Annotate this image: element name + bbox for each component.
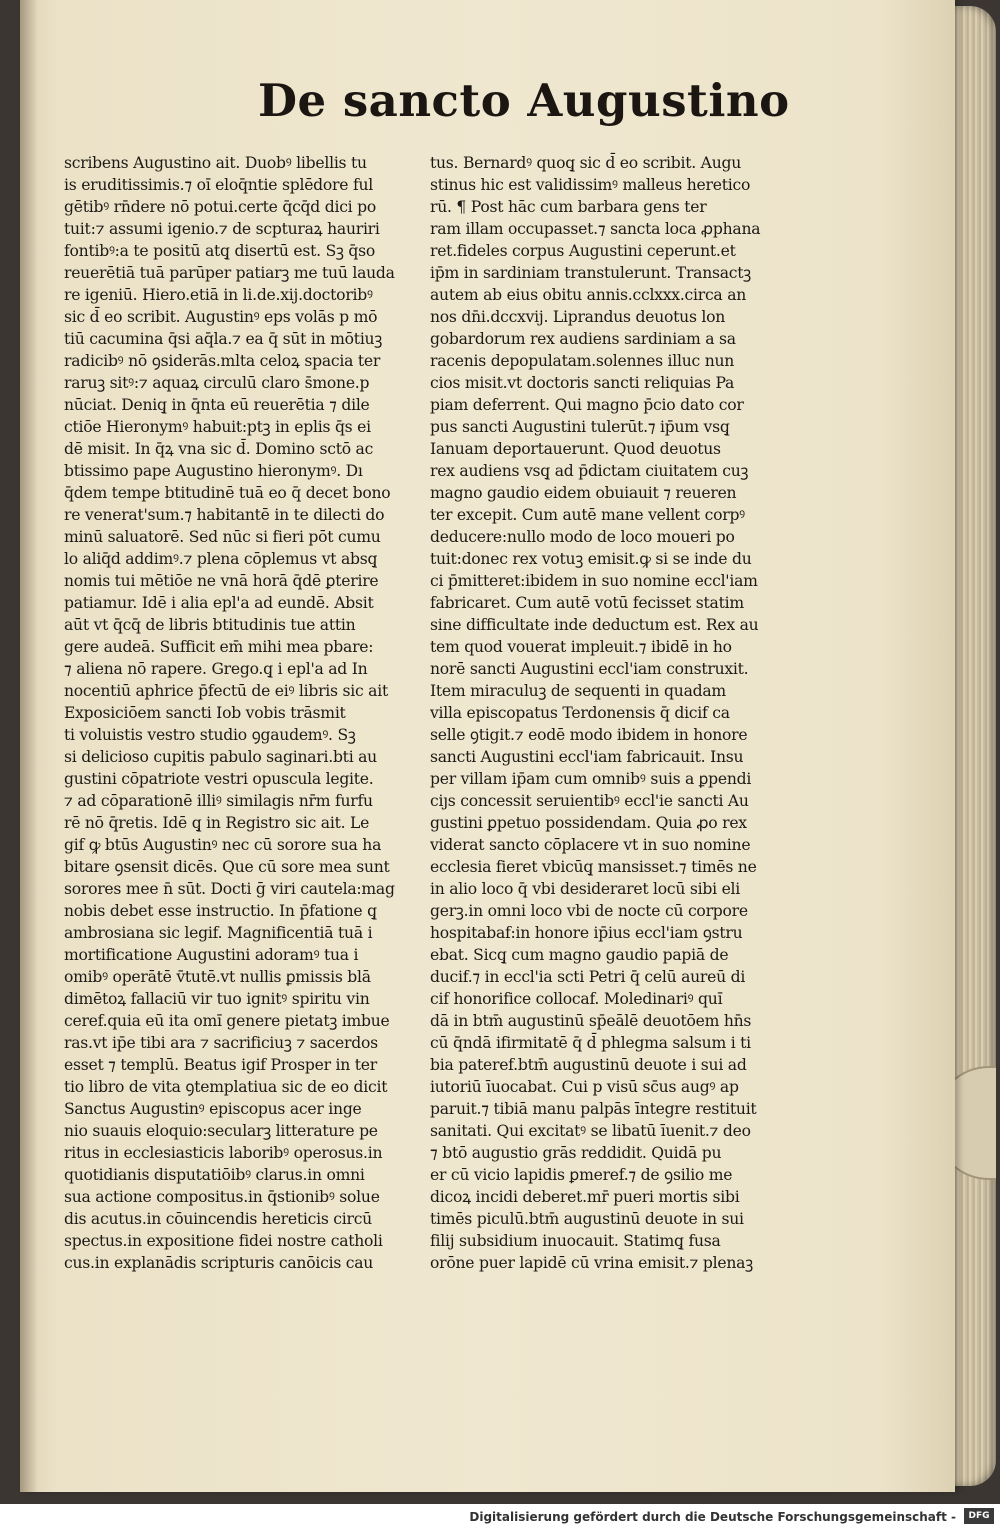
text-line: ret.fideles corpus Augustini ceperunt.et [430, 242, 736, 260]
text-line: ceref.quia eū ita omı̄ genere pietatꝫ imbue [64, 1012, 390, 1030]
text-line: si delicioso cupitis pabulo saginari.bti au [64, 748, 377, 766]
text-line: iutoriū īuocabat. Cui p visū sc̄us augꝰ ap [430, 1078, 739, 1096]
text-line: bia pateref.btm̄ augustinū deuote i sui ad [430, 1056, 747, 1074]
text-line: dicoꝝ incidi deberet.mr̄ pueri mortis sibi [430, 1188, 740, 1206]
text-line: nos dn̄i.dccxvij. Liprandus deuotus lon [430, 308, 726, 326]
text-line: gustini ꝑpetuo possidendam. Quia ꝓo rex [430, 814, 747, 832]
text-line: reuerētiā tuā parūper patiarꝫ me tuū lauda [64, 264, 395, 282]
footer-funding-text: Digitalisierung gefördert durch die Deutsche Forschungsgemeinschaft - [469, 1510, 956, 1524]
text-line: rū. ¶ Post hāc cum barbara gens ter [430, 198, 707, 216]
text-line: sorores mee n̄ sūt. Docti ḡ viri cautela:mag [64, 880, 395, 898]
text-line: tiū cacumina q̄si aq̄la.⁊ ea q̄ sūt in mōtiuꝫ [64, 330, 383, 348]
text-line: tem quod vouerat impleuit.⁊ ibidē in ho [430, 638, 732, 656]
text-line: rē nō q̄retis. Idē q̧ in Registro sic ait. Le [64, 814, 370, 832]
text-line: per villam ip̄am cum omnibꝰ suis a ꝑpendi [430, 770, 752, 788]
text-line: tio libro de vita ꝯtemplatiua sic de eo dicit [64, 1078, 388, 1096]
text-line: filij subsidium inuocauit. Statimq̧ fusa [430, 1232, 721, 1250]
text-line: norē sancti Augustini eccl'iam construxit. [430, 660, 749, 678]
text-line: raruꝫ sitꝰ:⁊ aquaꝝ circulū claro s̄mone.p [64, 374, 370, 392]
text-line: ebat. Sicq̧ cum magno gaudio papiā de [430, 946, 729, 964]
text-line: gif ꝙ btūs Augustinꝰ nec cū sorore sua ha [64, 836, 382, 854]
text-line: btissimo pape Augustino hieronymꝰ. Dı [64, 462, 363, 480]
text-line: lo aliq̄d addimꝰ.⁊ plena cōplemus vt absq̧ [64, 550, 378, 568]
text-line: cif honorifice collocaf. Moledinariꝰ quı̄ [430, 990, 723, 1008]
text-line: Item miraculuꝫ de sequenti in quadam [430, 682, 726, 700]
text-line: cū q̄ndā ifirmitatē q̄ d̄ phlegma salsum i ti [430, 1034, 751, 1052]
text-line: omibꝰ operātē v̄tutē.vt nullis ꝑmissis blā [64, 968, 371, 986]
text-line: scribens Augustino ait. Duobꝰ libellis tu [64, 154, 367, 172]
text-line: re igeniū. Hiero.etiā in li.de.xij.doctoribꝰ [64, 286, 373, 304]
text-line: ip̄m in sardiniam transtulerunt. Transactꝫ [430, 264, 752, 282]
text-line: mortificatione Augustini adoramꝰ tua i [64, 946, 359, 964]
text-line: timēs piculū.btm̄ augustinū deuote in sui [430, 1210, 744, 1228]
text-line: ci p̄mitteret:ibidem in suo nomine eccl'iam [430, 572, 758, 590]
text-line: hospitabaf:in honore ip̄ius eccl'iam ꝯstru [430, 924, 743, 942]
footer-bar [0, 1504, 1000, 1529]
text-line: ciȷs concessit seruientibꝰ eccl'ie sancti Au [430, 792, 749, 810]
text-line: fabricaret. Cum autē votū fecisset statim [430, 594, 744, 612]
text-line: villa episcopatus Terdonensis q̄ dicif ca [430, 704, 730, 722]
text-line: autem ab eius obitu annis.cclxxx.circa an [430, 286, 747, 304]
text-line: pus sancti Augustini tulerūt.⁊ ip̄um vsq̧ [430, 418, 730, 436]
text-line: tuit:donec rex votuꝫ emisit.ꝙ si se inde du [430, 550, 752, 568]
text-line: dā in btm̄ augustinū sp̄eālē deuotōem hn̄s [430, 1012, 752, 1030]
text-line: spectus.in expositione fidei nostre catholi [64, 1232, 383, 1250]
text-line: nio suauis eloquio:secularꝫ litterature pe [64, 1122, 378, 1140]
text-line: nūciat. Deniq̧ in q̄nta eū reuerētia ⁊ dile [64, 396, 370, 414]
text-line: cus.in explanādis scripturis canōicis cau [64, 1254, 374, 1272]
text-line: ⁊ aliena nō rapere. Grego.q̧ i epl'a ad In [64, 660, 368, 678]
text-line: viderat sancto cōplacere vt in suo nomine [430, 836, 751, 854]
text-line: ti voluistis vestro studio ꝯgaudemꝰ. Sꝫ [64, 726, 356, 744]
text-line: Exposiciōem sancti Iob vobis trāsmit [64, 704, 346, 722]
text-line: esset ⁊ templū. Beatus igif Prosper in ter [64, 1056, 377, 1074]
text-line: aūt vt q̄cq̄ de libris btitudinis tue attin [64, 616, 356, 634]
text-line: minū saluatorē. Sed nūc si fieri pōt cumu [64, 528, 381, 546]
text-line: ram illam occupasset.⁊ sancta loca ꝓphana [430, 220, 761, 238]
text-line: dimētoꝝ fallaciū vir tuo ignitꝰ spiritu vin [64, 990, 370, 1008]
text-line: radicibꝰ nō ꝯsiderās.mlta celoꝝ spacia ter [64, 352, 381, 370]
text-line: sanitati. Qui excitatꝰ se libatū īuenit.⁊ deo [430, 1122, 751, 1140]
text-line: er cū vicio lapidis ꝑmeref.⁊ de ꝯsilio me [430, 1166, 733, 1184]
text-line: ⁊ btō augustio grās reddidit. Quidā pu [430, 1144, 722, 1162]
running-heading: De sancto Augustino [258, 74, 790, 127]
text-line: sic d̄ eo scribit. Augustinꝰ eps volās p mō [64, 308, 378, 326]
text-line: tus. Bernardꝰ quoq̧ sic d̄ eo scribit. Augu [430, 154, 742, 172]
text-line: gobardorum rex audiens sardiniam a sa [430, 330, 736, 348]
text-line: tuit:⁊ assumi igenio.⁊ de scpturaꝝ hauriri [64, 220, 380, 238]
text-line: gustini cōpatriote vestri opuscula legite. [64, 770, 374, 788]
text-line: sancti Augustini eccl'iam fabricauit. Insu [430, 748, 744, 766]
text-line: dis acutus.in cōuincendis hereticis circū [64, 1210, 372, 1228]
text-line: in alio loco q̄ vbi desideraret locū sibi eli [430, 880, 741, 898]
text-line: piam deferrent. Qui magno p̄cio dato cor [430, 396, 744, 414]
text-column-right [430, 152, 788, 1274]
text-line: gere audeā. Sufficit em̄ mihi mea pbare: [64, 638, 374, 656]
book-page [20, 0, 955, 1492]
text-line: sine difficultate inde deductum est. Rex au [430, 616, 759, 634]
text-line: ras.vt ip̄e tibi ara ⁊ sacrificiuꝫ ⁊ sacerdos [64, 1034, 378, 1052]
text-line: ⁊ ad cōparationē illiꝰ similagis nr̄m furfu [64, 792, 373, 810]
text-column-left [64, 152, 426, 1274]
text-line: quotidianis disputatiōibꝰ clarus.in omni [64, 1166, 365, 1184]
text-line: Sanctus Augustinꝰ episcopus acer inge [64, 1100, 362, 1118]
text-line: dē misit. In q̄ꝝ vna sic d̄. Domino sctō ac [64, 440, 374, 458]
text-line: rex audiens vsq̧ ad p̄dictam ciuitatem cuꝫ [430, 462, 749, 480]
text-line: selle ꝯtigit.⁊ eodē modo ibidem in honore [430, 726, 748, 744]
text-line: ter excepit. Cum autē mane vellent corpꝰ [430, 506, 745, 524]
text-line: gētibꝰ rn̄dere nō potui.certe q̄cq̄d dici po [64, 198, 376, 216]
text-line: nobis debet esse instructio. In p̄fatione q̧ [64, 902, 377, 920]
text-line: ritus in ecclesiasticis laboribꝰ operosus.in [64, 1144, 383, 1162]
text-line: bitare ꝯsensit dicēs. Que cū sore mea sunt [64, 858, 390, 876]
text-line: gerꝫ.in omni loco vbi de nocte cū corpore [430, 902, 748, 920]
text-line: stinus hic est validissimꝰ malleus heretico [430, 176, 751, 194]
text-line: nomis tui mētiōe ne vnā horā q̄dē ꝑterire [64, 572, 379, 590]
gutter-shadow [20, 0, 38, 1492]
text-line: deducere:nullo modo de loco moueri po [430, 528, 735, 546]
text-line: racenis depopulatam.solennes illuc nun [430, 352, 735, 370]
dfg-logo: DFG [964, 1508, 994, 1524]
text-line: sua actione compositus.in q̄stionibꝰ solue [64, 1188, 380, 1206]
text-line: patiamur. Idē i alia epl'a ad eundē. Absit [64, 594, 374, 612]
text-line: cios misit.vt doctoris sancti reliquias Pa [430, 374, 735, 392]
text-line: q̄dem tempe btitudinē tuā eo q̄ decet bono [64, 484, 391, 502]
text-line: paruit.⁊ tibiā manu palpās īntegre restituit [430, 1100, 757, 1118]
text-line: ambrosiana sic legif. Magnificentiā tuā i [64, 924, 373, 942]
text-line: orōne puer lapidē cū vrina emisit.⁊ plenaꝫ [430, 1254, 753, 1272]
text-line: Ianuam deportauerunt. Quod deuotus [430, 440, 721, 458]
text-line: ducif.⁊ in eccl'ia scti Petri q̄ celū aureū di [430, 968, 746, 986]
text-line: re venerat'sum.⁊ habitantē in te dilecti do [64, 506, 385, 524]
text-line: magno gaudio eidem obuiauit ⁊ reueren [430, 484, 737, 502]
text-line: is eruditissimis.⁊ oı̄ eloq̄ntie splēdore ful [64, 176, 373, 194]
text-line: ctiōe Hieronymꝰ habuit:ptꝫ in eplis q̄s ei [64, 418, 371, 436]
text-line: ecclesia fieret vbicūq̧ mansisset.⁊ timēs ne [430, 858, 757, 876]
text-line: nocentiū aphrice p̄fectū de eiꝰ libris sic ait [64, 682, 388, 700]
text-line: fontibꝰ:a te positū atq̧ disertū est. Sꝫ q̄so [64, 242, 376, 260]
